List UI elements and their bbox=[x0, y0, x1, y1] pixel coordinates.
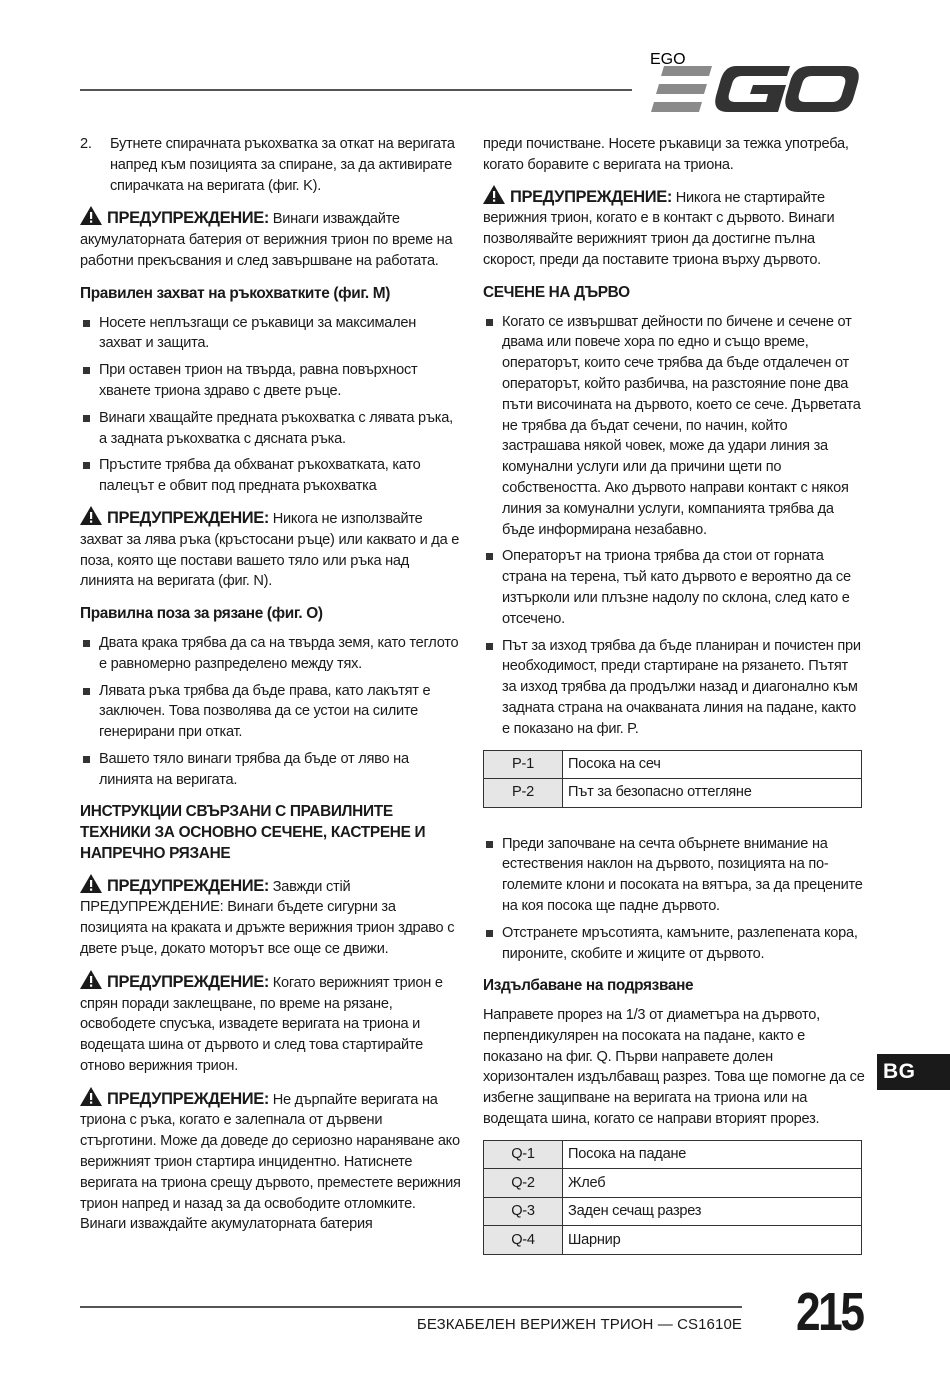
felling-heading: СЕЧЕНЕ НА ДЪРВО bbox=[483, 283, 630, 301]
warning-block bbox=[80, 970, 462, 1077]
table-cell-desc: Заден сечащ разрез bbox=[563, 1197, 862, 1226]
right-column bbox=[483, 134, 865, 1255]
header-rule bbox=[80, 89, 632, 91]
stance-list bbox=[80, 633, 462, 791]
table-cell-code: P-2 bbox=[484, 779, 563, 808]
warning-text: Не дърпайте веригата на триона с ръка, когато е залепнала от дървени стърготини. Може да доведе до сериозно нараняване ако верижният трион стартира инцидентно. Натиснете веригата на триона срещу дървото, преместете верижния трион напред и назад за да освободите отломките. Винаги изваждайте акумулаторната батерия bbox=[80, 1091, 461, 1233]
warning-text: Винаги изваждайте акумулаторната батерия от верижния трион по време на работни прекъсвания и след завършване на работата. bbox=[80, 211, 453, 269]
figure-p-legend-table bbox=[483, 750, 862, 808]
language-tab: BG bbox=[877, 1054, 950, 1090]
step-2 bbox=[80, 134, 462, 196]
list-item: Път за изход трябва да бъде планиран и почистен при необходимост, преди стартиране на рязането. Пътят за изход трябва да продължи назад и диагонално към задната страна на очакваната линия на падане, както е показано на фиг. P. bbox=[483, 636, 865, 740]
warning-triangle-icon bbox=[80, 970, 102, 989]
warning-title: ПРЕДУПРЕЖДЕНИЕ: bbox=[107, 209, 269, 228]
list-item: Отстранете мръсотията, камъните, разлепената кора, пироните, скобите и жиците от дървото. bbox=[483, 923, 865, 965]
warning-block bbox=[80, 506, 462, 592]
figure-q-legend-table bbox=[483, 1140, 862, 1255]
ego-logo bbox=[650, 51, 862, 114]
notch-text: Направете прорез на 1/3 от диаметъра на дървото, перпендикулярен на посоката на падане, както е показано на фиг. Q. Първи направете долен хоризонтален издълбаващ разрез. Това ще помогне да се избегне защипване на веригата на триона или на водещата шина, когато се направи вторият прорез. bbox=[483, 1007, 865, 1128]
list-item: Когато се извършват дейности по бичене и сечене от двама или повече хора по едно и също време, операторът, които сече трябва да бъде отдалечен от операторът, който разбичва, на разстояние поне два пъти височината на дървото, което се сече. Дърветата не трябва да бъдат сечени, по начин, който застрашава някой човек, може да удари линия за комунални услуги или да причини щети по собствеността. Ако дървото направи контакт с някоя линия за комунални услуги, компанията трябва да бъде информирана незабавно. bbox=[483, 312, 865, 541]
warning-block bbox=[80, 874, 462, 960]
footer-rule bbox=[80, 1306, 742, 1308]
table-cell-desc: Шарнир bbox=[563, 1226, 862, 1255]
felling-list-2 bbox=[483, 834, 865, 965]
footer-title: БЕЗКАБЕЛЕН ВЕРИЖЕН ТРИОН — CS1610E bbox=[416, 1316, 742, 1333]
table-row bbox=[484, 779, 862, 808]
table-cell-code: Q-4 bbox=[484, 1226, 563, 1255]
table-cell-code: Q-3 bbox=[484, 1197, 563, 1226]
list-item: Операторът на триона трябва да стои от горната страна на терена, тъй като дървото е вероятно да се изтъркoли или плъзне надолу по склона, след като е отсечено. bbox=[483, 546, 865, 629]
warning-block bbox=[483, 185, 865, 271]
warning-block bbox=[80, 206, 462, 271]
table-cell-desc: Жлеб bbox=[563, 1169, 862, 1198]
step-number: 2. bbox=[80, 136, 92, 152]
list-item: Двата крака трябва да са на твърда земя, като теглото е равномерно разпределено между тях. bbox=[80, 633, 462, 675]
warning-title: ПРЕДУПРЕЖДЕНИЕ: bbox=[107, 876, 269, 895]
warning-title: ПРЕДУПРЕЖДЕНИЕ: bbox=[107, 972, 269, 991]
table-row bbox=[484, 750, 862, 779]
list-item: Винаги хващайте предната ръкохватка с лявата ръка, а задната ръкохватка с дясната ръка. bbox=[80, 408, 462, 450]
stance-heading: Правилна поза за рязане (фиг. O) bbox=[80, 605, 323, 623]
warning-text: Когато верижният трион е спрян поради заклещване, по време на рязане, освободете спусъка, извадете веригата на триона и водещата шина от дървото и след това стартирайте отново верижния трион. bbox=[80, 974, 443, 1074]
page-number: 215 bbox=[796, 1282, 863, 1342]
warning-title: ПРЕДУПРЕЖДЕНИЕ: bbox=[510, 187, 672, 206]
felling-list bbox=[483, 312, 865, 740]
table-cell-code: Q-2 bbox=[484, 1169, 563, 1198]
table-row bbox=[484, 1226, 862, 1255]
warning-text: Никога не стартирайте верижния трион, когато е в контакт с дървото. Винаги позволявайте верижният трион да достигне пълна скорост, преди да поставите триона върху дървото. bbox=[483, 189, 835, 268]
table-row bbox=[484, 1169, 862, 1198]
list-item: Лявата ръка трябва да бъде права, като лакътят е заключен. Това позволява да се устои на силите генерирани при откат. bbox=[80, 681, 462, 743]
table-cell-code: Q-1 bbox=[484, 1140, 563, 1169]
table-cell-code: P-1 bbox=[484, 750, 563, 779]
warning-triangle-icon bbox=[483, 185, 505, 204]
table-row bbox=[484, 1197, 862, 1226]
table-cell-desc: Път за безопасно оттегляне bbox=[563, 779, 862, 808]
grip-list bbox=[80, 313, 462, 497]
list-item: Преди започване на сечта обърнете внимание на естествения наклон на дървото, позицията на по-големите клони и посоката на вятъра, за да прецените на коя посока ще падне дървото. bbox=[483, 834, 865, 917]
warning-title: ПРЕДУПРЕЖДЕНИЕ: bbox=[107, 1089, 269, 1108]
table-cell-desc: Посока на падане bbox=[563, 1140, 862, 1169]
warning-triangle-icon bbox=[80, 1087, 102, 1106]
notch-heading: Издълбаване на подрязване bbox=[483, 977, 694, 995]
list-item: При оставен трион на твърда, равна повърхност хванете триона здраво с двете ръце. bbox=[80, 360, 462, 402]
table-row bbox=[484, 1140, 862, 1169]
list-item: Вашето тяло винаги трябва да бъде от ляво на линията на веригата. bbox=[80, 749, 462, 791]
table-cell-desc: Посока на сеч bbox=[563, 750, 862, 779]
instructions-heading: ИНСТРУКЦИИ СВЪРЗАНИ С ПРАВИЛНИТЕ ТЕХНИКИ ЗА ОСНОВНО СЕЧЕНЕ, КАСТРЕНЕ И НАПРЕЧНО РЯЗАНЕ bbox=[80, 802, 426, 862]
warning-triangle-icon bbox=[80, 874, 102, 893]
warning-triangle-icon bbox=[80, 206, 102, 225]
brand-name: EGO bbox=[650, 51, 686, 68]
left-column bbox=[80, 134, 462, 1245]
grip-heading: Правилен захват на ръкохватките (фиг. M) bbox=[80, 284, 390, 302]
list-item: Носете неплъзгащи се ръкавици за максимален захват и защита. bbox=[80, 313, 462, 355]
warning-triangle-icon bbox=[80, 506, 102, 525]
continued-text: преди почистване. Носете ръкавици за тежка употреба, когато боравите с веригата на триона. bbox=[483, 136, 849, 173]
warning-text: Никога не използвайте захват за лява ръка (кръстосани ръце) или каквато и да е поза, която ще постави вашето тяло или ръка над линията на веригата (фиг. N). bbox=[80, 510, 460, 590]
step-text: Бутнете спирачната ръкохватка за откат на веригата напред към позицията за спиране, за да активирате спирачката на веригата (фиг. K). bbox=[110, 136, 455, 194]
warning-block bbox=[80, 1087, 462, 1236]
list-item: Пръстите трябва да обхванат ръкохватката, като палецът е обвит под предната ръкохватка bbox=[80, 455, 462, 497]
warning-title: ПРЕДУПРЕЖДЕНИЕ: bbox=[107, 508, 269, 527]
warning-text: Завжди стій ПРЕДУПРЕЖДЕНИЕ: Винаги бъдете сигурни за позицията на краката и дръжте верижния трион здраво с двете ръце, докато моторът все още се движи. bbox=[80, 878, 455, 957]
